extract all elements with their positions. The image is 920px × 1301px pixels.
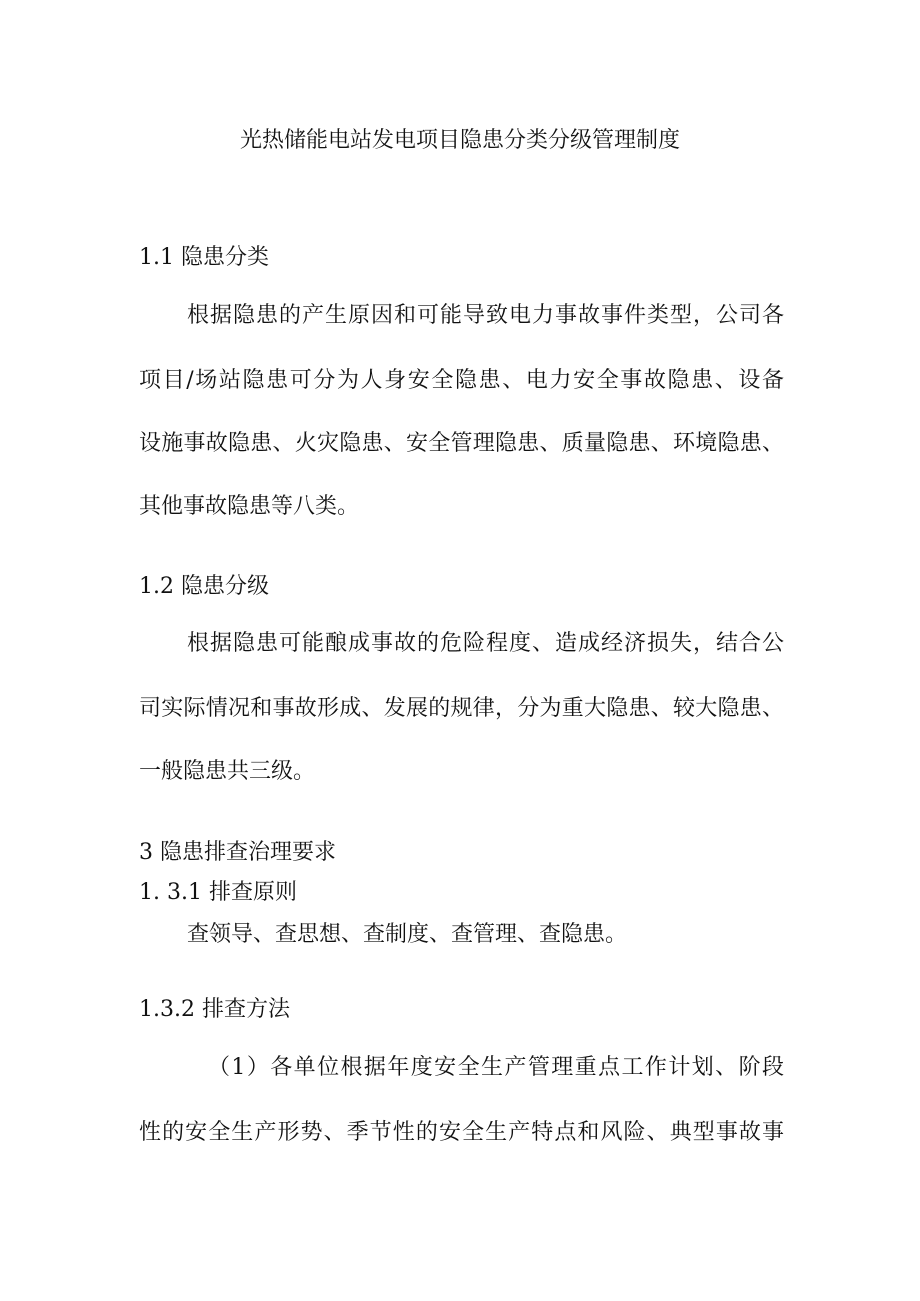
paragraph-line: 司实际情况和事故形成、发展的规律，分为重大隐患、较大隐患、: [139, 696, 784, 721]
paragraph-line: 根据隐患可能酿成事故的危险程度、造成经济损失，结合公: [187, 631, 784, 656]
document-title: 光热储能电站发电项目隐患分类分级管理制度: [239, 128, 680, 153]
paragraph-line: 根据隐患的产生原因和可能导致电力事故事件类型，公司各: [187, 303, 784, 328]
paragraph-line: 项目/场站隐患可分为人身安全隐患、电力安全事故隐患、设备: [139, 368, 784, 393]
paragraph-line: 查领导、查思想、查制度、查管理、查隐患。: [187, 922, 628, 947]
paragraph-line: 其他事故隐患等八类。: [139, 494, 360, 519]
subsection-heading-1-3-1: 1. 3.1 排查原则: [139, 880, 297, 905]
section-heading-1-2: 1.2 隐患分级: [139, 574, 269, 599]
paragraph-line: 设施事故隐患、火灾隐患、安全管理隐患、质量隐患、环境隐患、: [139, 431, 784, 456]
subsection-heading-1-3-2: 1.3.2 排查方法: [139, 997, 290, 1022]
section-heading-1-1: 1.1 隐患分类: [139, 245, 269, 270]
section-heading-3: 3 隐患排查治理要求: [139, 840, 336, 865]
paragraph-line: （1）各单位根据年度安全生产管理重点工作计划、阶段: [208, 1055, 784, 1080]
paragraph-line: 一般隐患共三级。: [139, 759, 316, 784]
paragraph-line: 性的安全生产形势、季节性的安全生产特点和风险、典型事故事: [139, 1120, 784, 1145]
